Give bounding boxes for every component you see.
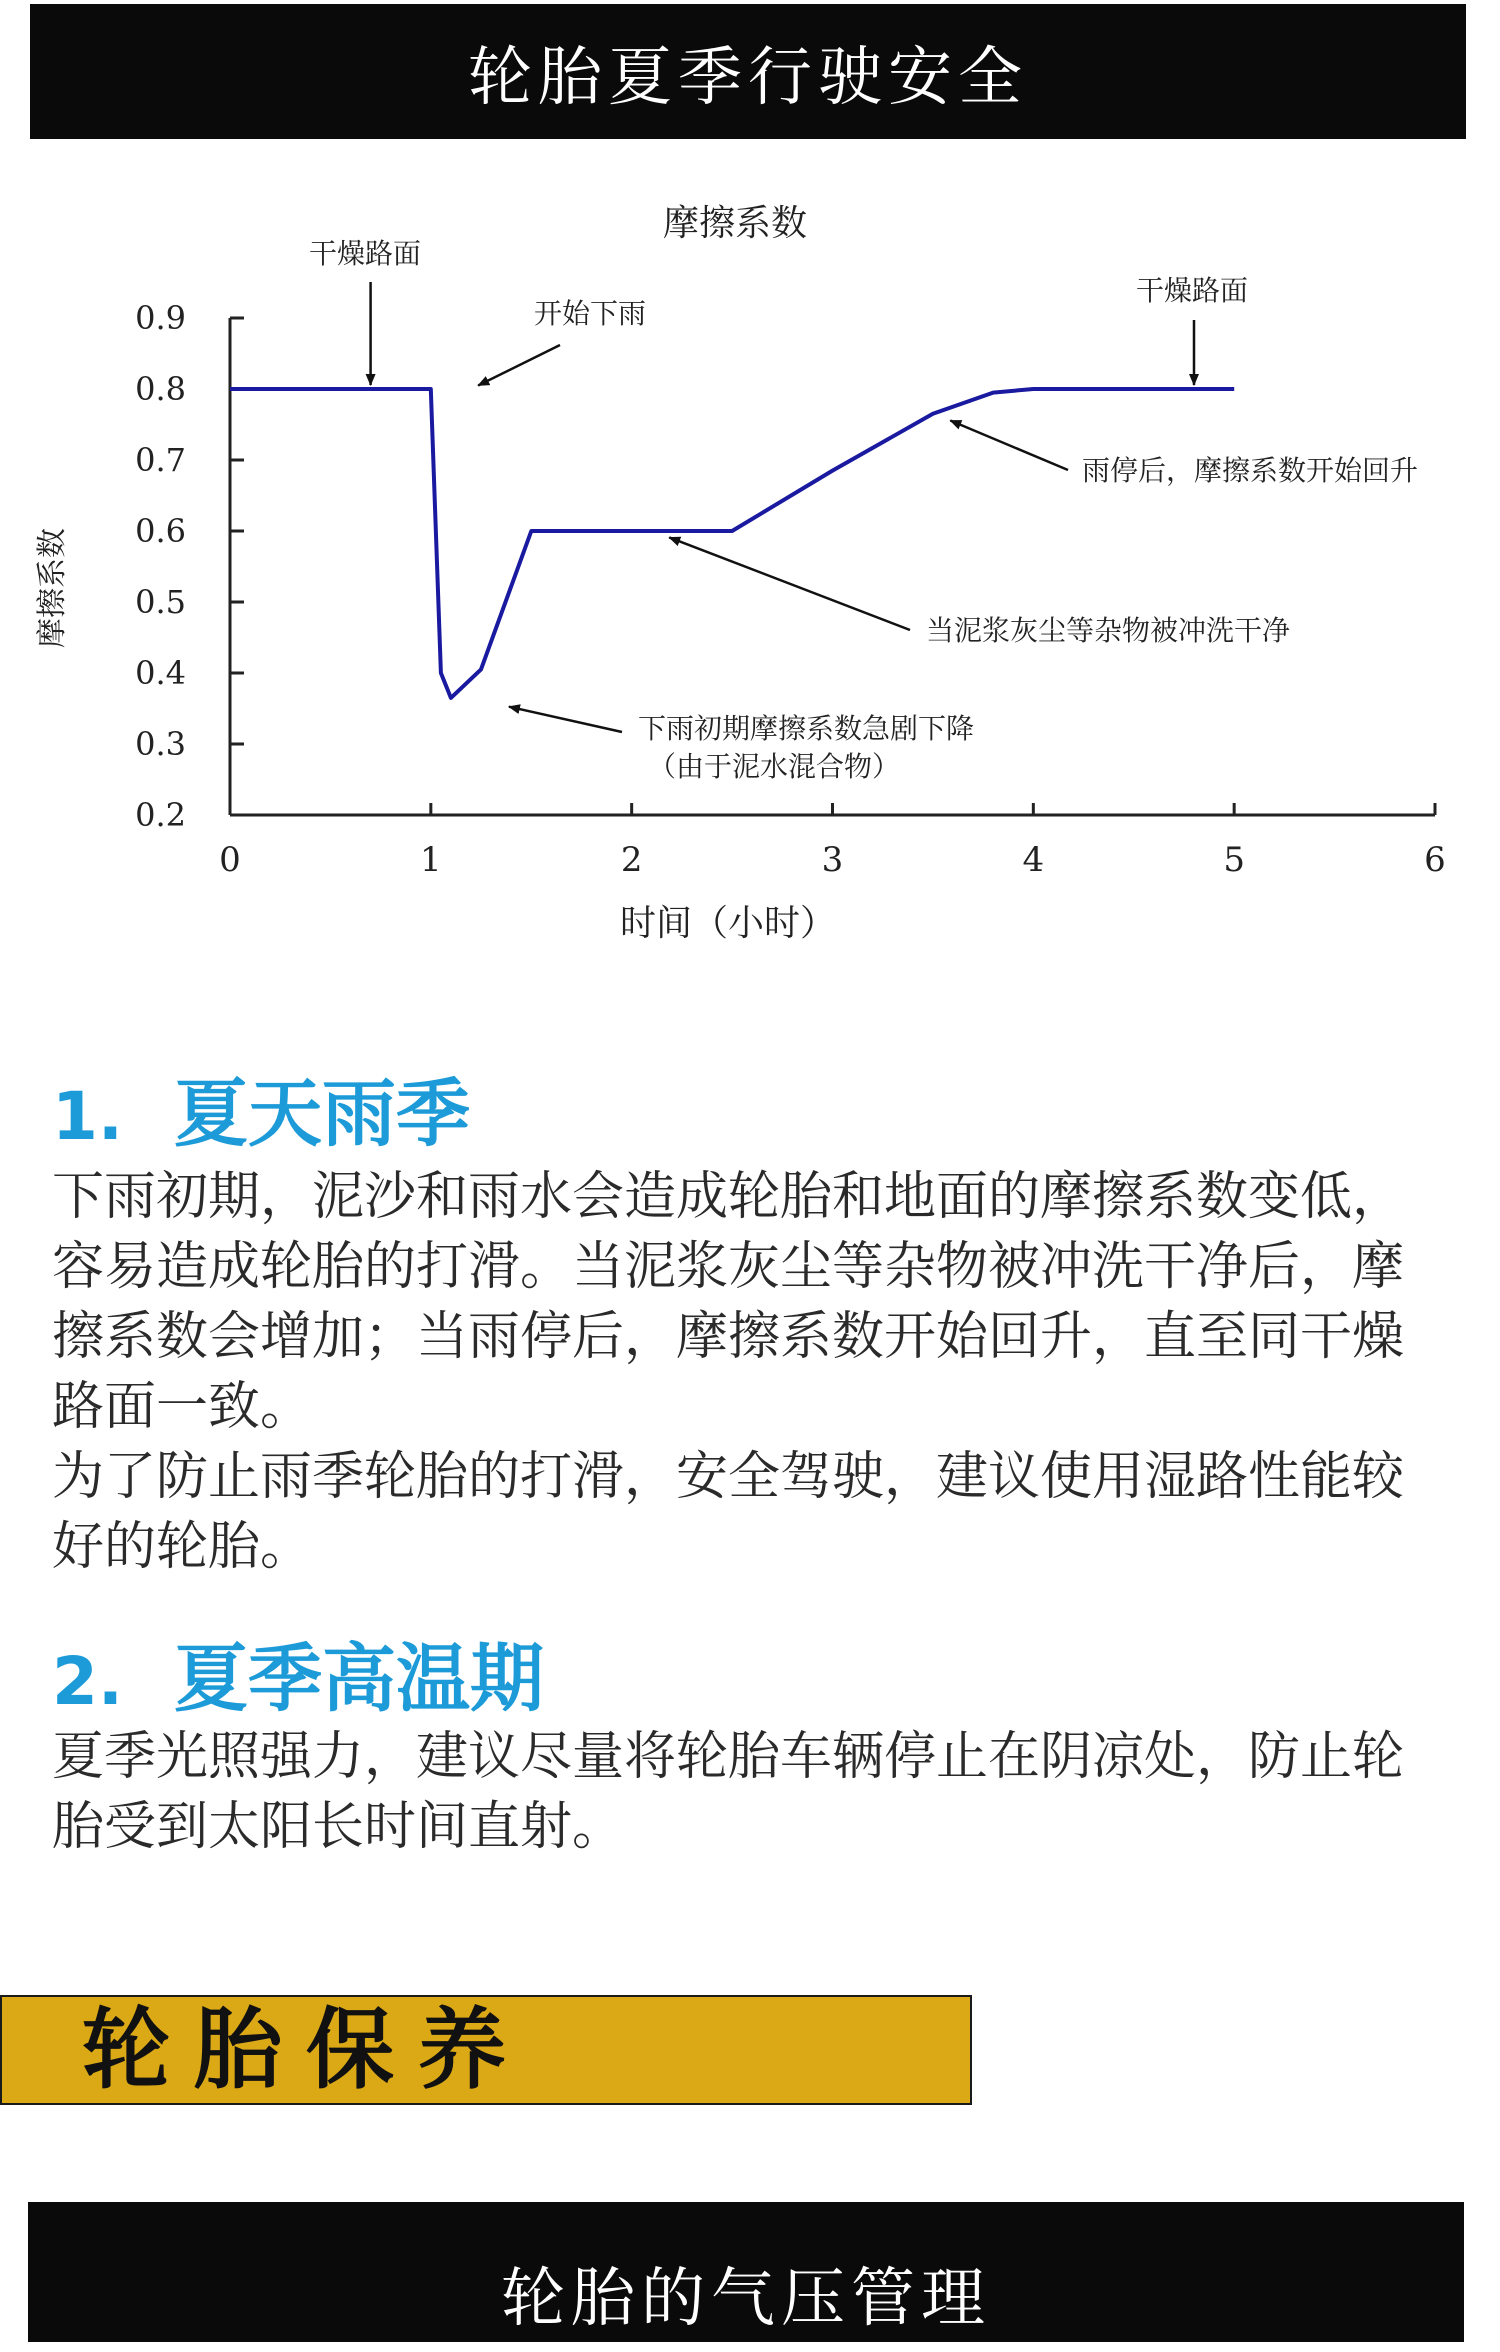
chart-annotations	[309, 237, 1418, 783]
section-body-rain	[52, 1162, 1452, 1582]
annotation-arrow	[669, 537, 910, 630]
chart-y-axis-label: 摩擦系数	[35, 528, 70, 648]
section-title-rain	[52, 1055, 470, 1161]
annotation-label: 下雨初期摩擦系数急剧下降	[638, 712, 975, 745]
annotation-label: 开始下雨	[533, 297, 647, 330]
x-tick-label: 6	[1424, 840, 1446, 880]
x-tick-label: 5	[1223, 840, 1245, 880]
y-tick-label: 0.4	[135, 654, 186, 692]
y-tick-label: 0.9	[135, 299, 186, 337]
section-heading: 夏季高温期	[174, 1636, 544, 1722]
paragraph: 夏季光照强力，建议尽量将轮胎车辆停止在阴凉处，防止轮胎受到太阳长时间直射。	[52, 1727, 1405, 1857]
maintenance-banner	[0, 1995, 972, 2105]
section-title-heat	[52, 1620, 544, 1726]
chart-series	[230, 389, 1234, 698]
pressure-title: 轮胎的气压管理	[501, 2262, 991, 2336]
annotation-arrow	[478, 345, 560, 385]
chart-title: 摩擦系数	[662, 203, 808, 244]
annotation-label-line2: （由于泥水混合物）	[648, 750, 901, 783]
friction-series-line	[230, 389, 1234, 698]
x-tick-label: 1	[420, 840, 442, 880]
y-tick-label: 0.2	[135, 796, 186, 834]
page-title-banner	[30, 4, 1466, 139]
section-heading: 夏天雨季	[174, 1071, 470, 1157]
y-tick-label: 0.6	[135, 512, 186, 550]
annotation-arrow	[509, 707, 622, 732]
pressure-banner	[28, 2202, 1464, 2342]
y-tick-label: 0.3	[135, 725, 186, 763]
maintenance-title: 轮胎保养	[82, 1998, 531, 2101]
chart-x-axis-label: 时间（小时）	[619, 903, 837, 944]
annotation-label: 干燥路面	[308, 237, 422, 270]
x-tick-label: 4	[1022, 840, 1045, 880]
annotation-arrow	[950, 421, 1068, 470]
x-tick-label: 2	[620, 840, 643, 880]
chart-ticks	[135, 299, 1446, 880]
friction-chart	[0, 170, 1500, 950]
x-tick-label: 0	[219, 840, 241, 880]
annotation-label: 雨停后，摩擦系数开始回升	[1082, 454, 1419, 487]
y-tick-label: 0.7	[135, 441, 186, 479]
y-tick-label: 0.5	[135, 583, 186, 621]
annotation-label: 干燥路面	[1135, 274, 1249, 307]
section-number: 2.	[52, 1643, 123, 1720]
x-tick-label: 3	[821, 840, 844, 880]
paragraph: 下雨初期，泥沙和雨水会造成轮胎和地面的摩擦系数变低，容易造成轮胎的打滑。当泥浆灰尘等杂物被冲洗干净后，摩擦系数会增加；当雨停后，摩擦系数开始回升，直至同干燥路面一致。	[52, 1167, 1405, 1437]
section-body-heat	[52, 1722, 1452, 1862]
y-tick-label: 0.8	[135, 370, 186, 408]
annotation-label: 当泥浆灰尘等杂物被冲洗干净	[926, 614, 1291, 647]
page-title: 轮胎夏季行驶安全	[468, 40, 1028, 115]
section-number: 1.	[52, 1078, 123, 1155]
paragraph: 为了防止雨季轮胎的打滑，安全驾驶，建议使用湿路性能较好的轮胎。	[52, 1447, 1405, 1577]
